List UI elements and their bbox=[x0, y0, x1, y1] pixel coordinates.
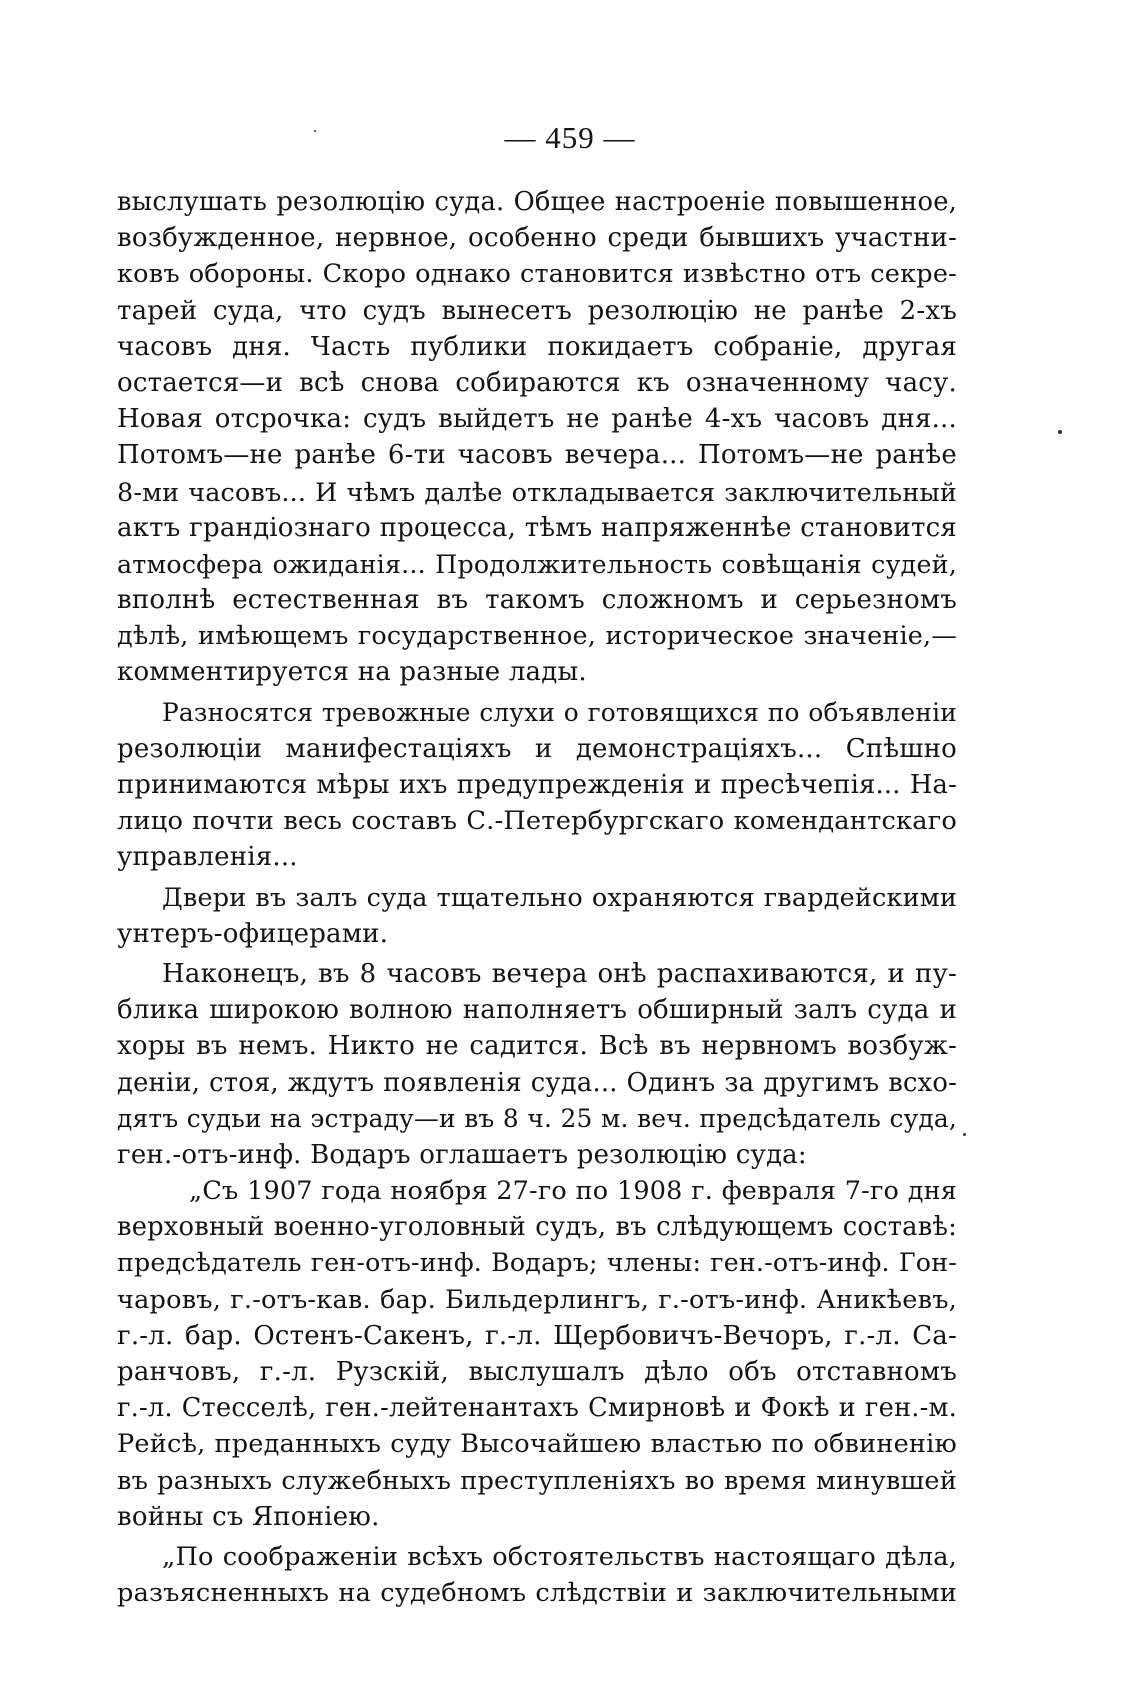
text-line: остается—и всѣ снова собираются къ означенному часу. bbox=[117, 367, 957, 398]
text-line: блика широкою волною наполняетъ обширный залъ суда и bbox=[117, 995, 957, 1026]
text-line: ковъ обороны. Скоро однако становится извѣстно отъ секре- bbox=[117, 259, 957, 290]
text-line: резолюціи манифестаціяхъ и демонстраціяхъ... Спѣшно bbox=[117, 733, 957, 764]
text-line: комментируется на разные лады. bbox=[117, 657, 587, 688]
text-line: Двери въ залъ суда тщательно охраняются гвардейскими bbox=[162, 882, 957, 913]
text-line: хоры въ немъ. Никто не садится. Всѣ въ нервномъ возбуж- bbox=[117, 1031, 957, 1062]
text-line: вполнѣ естественная въ такомъ сложномъ и серьезномъ bbox=[117, 585, 957, 616]
text-line: 8-ми часовъ... И чѣмъ далѣе откладывается заключительный bbox=[117, 476, 957, 507]
text-line: „По соображеніи всѣхъ обстоятельствъ настоящаго дѣла, bbox=[162, 1541, 957, 1572]
text-line: унтеръ-офицерами. bbox=[117, 918, 389, 949]
text-line: Разносятся тревожные слухи о готовящихся по объявленіи bbox=[162, 697, 957, 727]
text-line: Потомъ—не ранѣе 6-ти часовъ вечера... Потомъ—не ранѣе bbox=[117, 440, 957, 471]
text-line: „Съ 1907 года ноября 27-го по 1908 г. февраля 7-го дня bbox=[189, 1176, 957, 1207]
text-line: дятъ судьи на эстраду—и въ 8 ч. 25 м. веч. предсѣдатель суда, bbox=[117, 1103, 957, 1133]
text-line: разъясненныхъ на судебномъ слѣдствіи и заключительными bbox=[117, 1578, 957, 1609]
text-line: г.-л. Стесселѣ, ген.-лейтенантахъ Смирновѣ и Фокѣ и ген.-м. bbox=[117, 1393, 957, 1424]
text-line: дѣлѣ, имѣющемъ государственное, историческое значеніе,— bbox=[117, 621, 957, 652]
text-line: верховный военно-уголовный судъ, въ слѣдующемъ составѣ: bbox=[117, 1212, 957, 1243]
text-line: атмосфера ожиданія... Продолжительность совѣщанія судей, bbox=[117, 548, 957, 579]
text-line: принимаются мѣры ихъ предупрежденія и пресѣчепія... На- bbox=[117, 770, 957, 800]
body-text bbox=[117, 184, 957, 1611]
text-line: г.-л. бар. Остенъ-Сакенъ, г.-л. Щербовичъ-Вечоръ, г.-л. Са- bbox=[117, 1320, 957, 1351]
text-line: войны съ Японіею. bbox=[117, 1501, 380, 1532]
text-line: управленія... bbox=[117, 842, 298, 873]
scan-speck bbox=[1058, 430, 1062, 434]
text-line: ранчовъ, г.-л. Рузскій, выслушалъ дѣло объ отставномъ bbox=[117, 1357, 957, 1387]
text-line: въ разныхъ служебныхъ преступленіяхъ во время минувшей bbox=[117, 1465, 957, 1496]
text-line: лицо почти весь составъ С.-Петербургскаго комендантскаго bbox=[117, 806, 957, 837]
text-line: Рейсѣ, преданныхъ суду Высочайшею властью по обвиненію bbox=[117, 1429, 957, 1460]
text-line: деніи, стоя, ждутъ появленія суда... Одинъ за другимъ всхо- bbox=[117, 1067, 957, 1098]
text-line: выслушать резолюцію суда. Общее настроеніе повышенное, bbox=[117, 187, 957, 217]
text-line: часовъ дня. Часть публики покидаетъ собраніе, другая bbox=[117, 331, 957, 362]
text-line: Наконецъ, въ 8 часовъ вечера онѣ распахиваются, и пу- bbox=[162, 958, 957, 989]
text-line: возбужденное, нервное, особенно среди бывшихъ участни- bbox=[117, 223, 957, 254]
text-line: предсѣдатель ген-отъ-инф. Водаръ; члены: ген.-отъ-инф. Гон- bbox=[117, 1248, 957, 1278]
text-line: тарей суда, что судъ вынесетъ резолюцію не ранѣе 2-хъ bbox=[117, 295, 957, 326]
scan-speck bbox=[963, 1133, 966, 1136]
text-line: актъ грандіознаго процесса, тѣмъ напряженнѣе становится bbox=[117, 512, 957, 543]
text-line: ген.-отъ-инф. Водаръ оглашаетъ резолюцію суда: bbox=[117, 1139, 807, 1170]
scan-speck bbox=[314, 130, 316, 132]
text-line: чаровъ, г.-отъ-кав. бар. Бильдерлингъ, г.-отъ-инф. Аникѣевъ, bbox=[117, 1284, 957, 1315]
page-number: — 459 — bbox=[504, 120, 636, 155]
text-line: Новая отсрочка: судъ выйдетъ не ранѣе 4-хъ часовъ дня... bbox=[117, 404, 957, 435]
